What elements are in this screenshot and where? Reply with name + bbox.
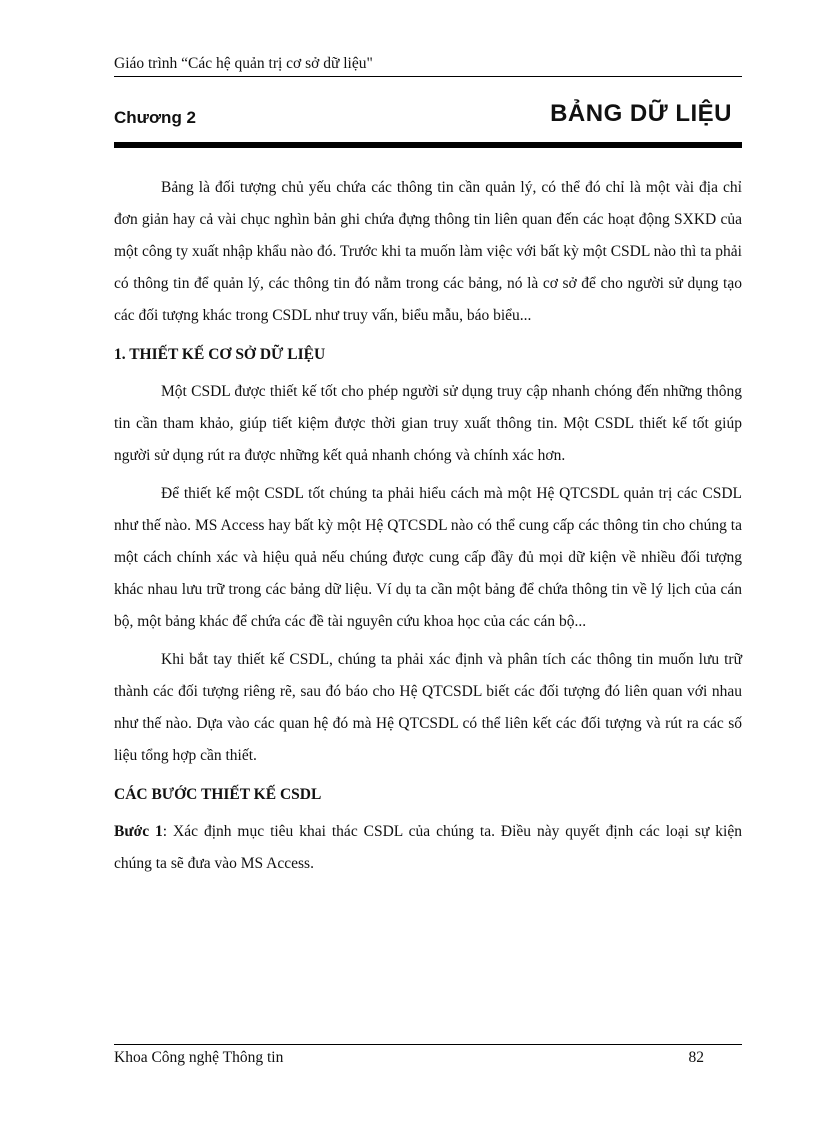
step-1-text: : Xác định mục tiêu khai thác CSDL của chúng ta. Điều này quyết định các loại sự kiện chúng ta sẽ đưa vào MS Access. xyxy=(114,823,742,872)
chapter-heading xyxy=(114,98,742,154)
chapter-label: Chương 2 xyxy=(114,108,197,127)
section1-paragraph-1: Một CSDL được thiết kế tốt cho phép người sử dụng truy cập nhanh chóng đến những thông tin cần tham khảo, giúp tiết kiệm được thời gian truy xuất thông tin. Một CSDL thiết kế tốt giúp người sử dụng rút ra được những kết quả nhanh chóng và chính xác hơn. xyxy=(114,383,742,464)
section1-paragraph-3: Khi bắt tay thiết kế CSDL, chúng ta phải xác định và phân tích các thông tin muốn lưu trữ thành các đối tượng riêng rẽ, sau đó báo cho Hệ QTCSDL biết các đối tượng đó liên quan với nhau như thế nào. Dựa vào các quan hệ đó mà Hệ QTCSDL có thể liên kết các đối tượng và rút ra các số liệu tổng hợp cần thiết. xyxy=(114,651,742,764)
section1-paragraph-2: Để thiết kế một CSDL tốt chúng ta phải hiểu cách mà một Hệ QTCSDL quản trị các CSDL như thế nào. MS Access hay bất kỳ một Hệ QTCSDL nào có thể cung cấp các thông tin cho chúng ta một cách chính xác và hiệu quả nếu chúng được cung cấp đầy đủ mọi dữ kiện về nhiều đối tượng khác nhau lưu trữ trong các bảng dữ liệu. Ví dụ ta cần một bảng để chứa thông tin về lý lịch của cán bộ, một bảng khác để chứa các đề tài nguyên cứu khoa học của các cán bộ... xyxy=(114,485,742,630)
step-1-label: Bước 1 xyxy=(114,823,163,840)
section-heading-1: 1. THIẾT KẾ CƠ SỞ DỮ LIỆU xyxy=(114,346,326,363)
chapter-divider xyxy=(114,142,742,148)
footer-department: Khoa Công nghệ Thông tin xyxy=(114,1049,284,1066)
page-body xyxy=(114,172,742,886)
page-header xyxy=(114,52,742,77)
step-1-paragraph xyxy=(114,816,742,880)
steps-heading: CÁC BƯỚC THIẾT KẾ CSDL xyxy=(114,786,322,803)
chapter-title: BẢNG DỮ LIỆU xyxy=(550,100,732,127)
intro-paragraph: Bảng là đối tượng chủ yếu chứa các thông tin cần quản lý, có thể đó chỉ là một vài địa chỉ đơn giản hay cả vài chục nghìn bản ghi chứa đựng thông tin liên quan đến các hoạt động SXKD của một công ty xuất nhập khẩu nào đó. Trước khi ta muốn làm việc với bất kỳ một CSDL nào thì ta phải có thông tin để quản lý, các thông tin đó nằm trong các bảng, nó là cơ sở để cho người sử dụng tạo các đối tượng khác trong CSDL như truy vấn, biểu mẫu, báo biểu... xyxy=(114,179,742,324)
running-header-text: Giáo trình “Các hệ quản trị cơ sở dữ liệu" xyxy=(114,55,373,72)
page-footer xyxy=(114,1044,742,1071)
page-number: 82 xyxy=(688,1049,704,1066)
